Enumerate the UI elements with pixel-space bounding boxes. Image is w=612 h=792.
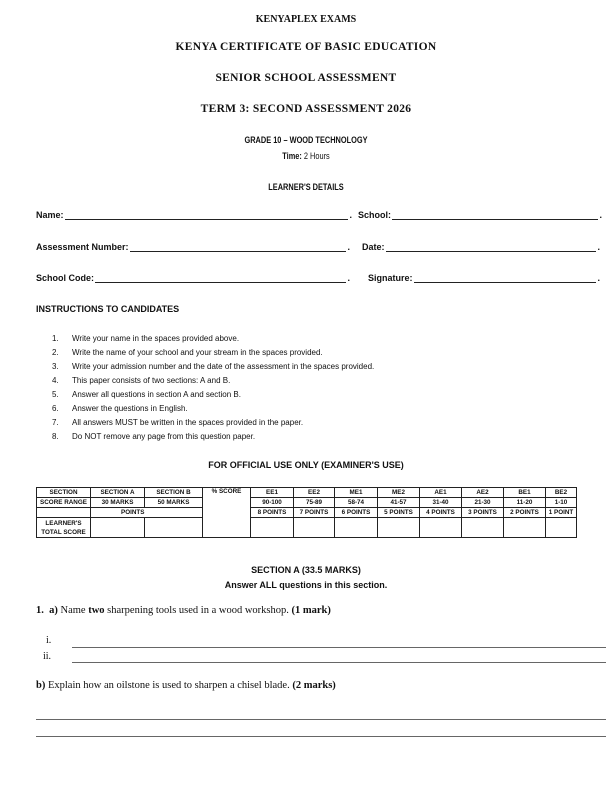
table-cell: 8 POINTS xyxy=(251,508,294,518)
table-row xyxy=(37,518,577,538)
table-cell: SECTION A xyxy=(91,488,145,498)
school-code-field[interactable]: School Code: . xyxy=(36,273,350,283)
school-code-input-line[interactable] xyxy=(95,273,346,283)
part-label: a) xyxy=(49,605,58,616)
table-cell[interactable] xyxy=(251,518,294,538)
question-1b xyxy=(36,680,336,691)
instruction-number: 2. xyxy=(52,348,59,357)
table-cell: 31-40 xyxy=(420,498,462,508)
question-text: Name xyxy=(60,605,86,616)
section-b-score-cell[interactable] xyxy=(145,518,203,538)
marks-label: (2 marks) xyxy=(292,680,336,691)
instruction-text: Write the name of your school and your stream in the spaces provided. xyxy=(72,348,323,357)
total-label-line: TOTAL SCORE xyxy=(41,528,86,536)
table-cell[interactable] xyxy=(546,518,577,538)
table-row xyxy=(37,508,577,518)
total-label-line: LEARNER'S xyxy=(45,519,82,527)
table-cell: 30 MARKS xyxy=(91,498,145,508)
time-label: Time: xyxy=(282,151,302,161)
table-cell xyxy=(37,508,91,518)
school-code-label: School Code: xyxy=(36,273,94,283)
table-cell: 1 POINT xyxy=(546,508,577,518)
school-input-line[interactable] xyxy=(392,210,598,220)
marks-label: (1 mark) xyxy=(291,605,331,616)
certificate-title: KENYA CERTIFICATE OF BASIC EDUCATION xyxy=(175,41,437,53)
table-cell: SCORE RANGE xyxy=(37,498,91,508)
school-field[interactable]: School: . xyxy=(358,210,602,220)
table-cell: 1-10 xyxy=(546,498,577,508)
answer-number-i: i. xyxy=(46,635,52,646)
instruction-text: Do NOT remove any page from this question paper. xyxy=(72,432,256,441)
total-score-label-cell xyxy=(37,518,91,538)
table-cell: 21-30 xyxy=(462,498,504,508)
table-cell: 5 POINTS xyxy=(378,508,420,518)
assessment-number-label: Assessment Number: xyxy=(36,242,129,252)
table-cell: SECTION xyxy=(37,488,91,498)
table-cell: 58-74 xyxy=(335,498,378,508)
instruction-item xyxy=(52,346,374,360)
table-cell: ME2 xyxy=(378,488,420,498)
instruction-number: 3. xyxy=(52,362,59,371)
score-table xyxy=(36,487,577,538)
instructions-list xyxy=(52,332,374,444)
signature-input-line[interactable] xyxy=(414,273,597,283)
instruction-item xyxy=(52,402,374,416)
assessment-number-field[interactable]: Assessment Number: . xyxy=(36,242,350,252)
table-row xyxy=(37,498,577,508)
table-cell: BE2 xyxy=(546,488,577,498)
table-cell: 41-57 xyxy=(378,498,420,508)
table-cell: % SCORE xyxy=(203,488,251,538)
section-a-score-cell[interactable] xyxy=(91,518,145,538)
question-text: Explain how an oilstone is used to sharpen a chisel blade. xyxy=(47,680,290,691)
instruction-number: 6. xyxy=(52,404,59,413)
date-label: Date: xyxy=(362,242,385,252)
time-allowed xyxy=(55,151,557,161)
assessment-number-input-line[interactable] xyxy=(130,242,347,252)
question-1a xyxy=(36,605,331,616)
table-cell: 4 POINTS xyxy=(420,508,462,518)
table-cell: 3 POINTS xyxy=(462,508,504,518)
name-label: Name: xyxy=(36,210,64,220)
instruction-text: Answer all questions in section A and section B. xyxy=(72,390,241,399)
answer-line[interactable] xyxy=(36,736,606,737)
instruction-text: Write your admission number and the date of the assessment in the spaces provided. xyxy=(72,362,375,371)
term-title: TERM 3: SECOND ASSESSMENT 2026 xyxy=(200,103,412,115)
question-number: 1. xyxy=(36,605,44,616)
table-cell: ME1 xyxy=(335,488,378,498)
signature-label: Signature: xyxy=(368,273,413,283)
table-cell: 7 POINTS xyxy=(294,508,335,518)
instruction-number: 8. xyxy=(52,432,59,441)
question-text: sharpening tools used in a wood workshop. xyxy=(107,605,289,616)
org-name: KENYAPLEX EXAMS xyxy=(255,14,357,25)
answer-line[interactable] xyxy=(36,719,606,720)
table-cell[interactable] xyxy=(335,518,378,538)
instruction-text: Write your name in the spaces provided above. xyxy=(72,334,240,343)
instruction-item xyxy=(52,388,374,402)
table-cell: BE1 xyxy=(504,488,546,498)
instruction-text: This paper consists of two sections: A and B. xyxy=(72,376,231,385)
instruction-text: All answers MUST be written in the spaces provided in the paper. xyxy=(72,418,304,427)
table-cell: 11-20 xyxy=(504,498,546,508)
signature-field[interactable]: Signature: . xyxy=(368,273,600,283)
table-cell[interactable] xyxy=(378,518,420,538)
table-cell: EE1 xyxy=(251,488,294,498)
answer-line-i[interactable] xyxy=(72,647,606,648)
school-label: School: xyxy=(358,210,391,220)
table-cell[interactable] xyxy=(294,518,335,538)
table-row xyxy=(37,488,577,498)
table-cell: EE2 xyxy=(294,488,335,498)
section-a-title: SECTION A (33.5 MARKS) xyxy=(251,565,361,575)
answer-number-ii: ii. xyxy=(43,651,52,662)
table-cell: 50 MARKS xyxy=(145,498,203,508)
table-cell[interactable] xyxy=(462,518,504,538)
learner-details-heading: LEARNER'S DETAILS xyxy=(268,182,344,192)
table-cell: AE2 xyxy=(462,488,504,498)
table-cell: AE1 xyxy=(420,488,462,498)
table-cell: POINTS xyxy=(91,508,203,518)
section-a-instruction: Answer ALL questions in this section. xyxy=(224,580,388,590)
assessment-level: SENIOR SCHOOL ASSESSMENT xyxy=(215,72,397,84)
table-cell[interactable] xyxy=(420,518,462,538)
table-cell: 2 POINTS xyxy=(504,508,546,518)
official-use-heading: FOR OFFICIAL USE ONLY (EXAMINER'S USE) xyxy=(208,460,404,470)
table-cell[interactable] xyxy=(504,518,546,538)
table-cell: 75-89 xyxy=(294,498,335,508)
date-field[interactable]: Date: . xyxy=(362,242,600,252)
instruction-item xyxy=(52,374,374,388)
instruction-number: 5. xyxy=(52,390,59,399)
question-emphasis: two xyxy=(88,605,105,616)
instruction-number: 7. xyxy=(52,418,59,427)
instruction-item xyxy=(52,416,374,430)
instruction-number: 1. xyxy=(52,334,59,343)
instruction-number: 4. xyxy=(52,376,59,385)
name-input-line[interactable] xyxy=(65,210,349,220)
instruction-item xyxy=(52,332,374,346)
instructions-title: INSTRUCTIONS TO CANDIDATES xyxy=(36,304,180,314)
instruction-item xyxy=(52,430,374,444)
instruction-item xyxy=(52,360,374,374)
answer-line-ii[interactable] xyxy=(72,662,606,663)
date-input-line[interactable] xyxy=(386,242,597,252)
name-field[interactable]: Name: . xyxy=(36,210,352,220)
time-value: 2 Hours xyxy=(303,151,330,161)
table-cell: 90-100 xyxy=(251,498,294,508)
table-cell: 6 POINTS xyxy=(335,508,378,518)
instruction-text: Answer the questions in English. xyxy=(72,404,188,413)
part-label: b) xyxy=(36,680,46,691)
grade-subject: GRADE 10 – WOOD TECHNOLOGY xyxy=(244,135,368,145)
table-cell: SECTION B xyxy=(145,488,203,498)
